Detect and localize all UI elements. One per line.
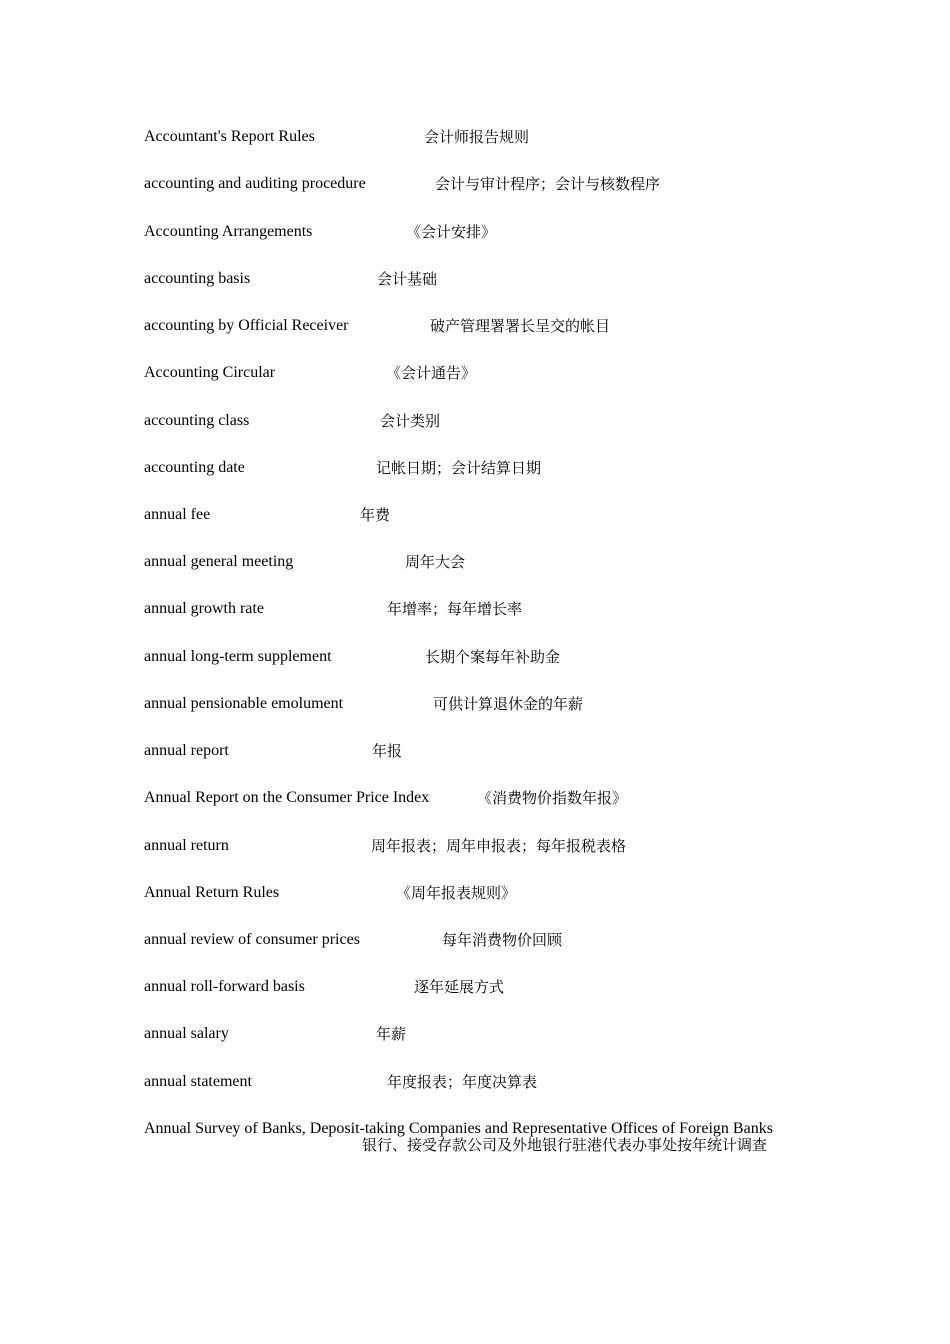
entry-english-term: annual pensionable emolument	[144, 695, 344, 712]
entry-english-term: accounting date	[144, 459, 245, 476]
glossary-entry	[144, 739, 824, 763]
glossary-entry	[144, 597, 824, 621]
entry-english-term: annual return	[144, 837, 229, 854]
entry-english-term: Annual Report on the Consumer Price Index	[144, 789, 430, 806]
entry-english-term: annual long-term supplement	[144, 648, 332, 665]
entry-chinese-term: 可供计算退休金的年薪	[433, 695, 584, 713]
glossary-entry	[144, 550, 824, 574]
entry-chinese-term: 会计类别	[380, 412, 441, 430]
entry-chinese-term: 周年大会	[405, 553, 466, 571]
entry-chinese-term: 会计基础	[377, 270, 438, 288]
entry-chinese-term: 周年报表；周年申报表；每年报税表格	[371, 837, 627, 855]
entry-chinese-term: 每年消费物价回顾	[442, 931, 563, 949]
entry-chinese-term: 年度报表；年度决算表	[387, 1073, 538, 1091]
entry-chinese-term: 年增率；每年增长率	[387, 600, 523, 618]
glossary-entry	[144, 172, 824, 196]
glossary-entry	[144, 267, 824, 291]
glossary-entry	[144, 692, 824, 716]
entry-english-term: Accounting Arrangements	[144, 223, 313, 240]
entry-english-term: annual growth rate	[144, 600, 264, 617]
entry-english-term: Annual Return Rules	[144, 884, 280, 901]
glossary-entry	[144, 1022, 824, 1046]
glossary-entry	[144, 220, 824, 244]
glossary-entry	[144, 645, 824, 669]
entry-chinese-term: 逐年延展方式	[414, 978, 505, 996]
glossary-entry	[144, 881, 824, 905]
entry-chinese-term: 会计师报告规则	[424, 128, 530, 146]
entry-chinese-term: 《会计通告》	[386, 364, 477, 382]
entry-chinese-term: 《消费物价指数年报》	[477, 789, 628, 807]
glossary-entry	[144, 786, 824, 810]
entry-chinese-term: 记帐日期；会计结算日期	[376, 459, 542, 477]
glossary-entry	[144, 125, 824, 149]
entry-english-term: annual fee	[144, 506, 211, 523]
entry-english-term: annual roll-forward basis	[144, 978, 305, 995]
entry-chinese-term: 长期个案每年补助金	[425, 648, 561, 666]
glossary-entry	[144, 928, 824, 952]
entry-chinese-term: 年费	[360, 506, 391, 524]
entry-english-term: Accounting Circular	[144, 364, 276, 381]
entry-english-term: accounting by Official Receiver	[144, 317, 349, 334]
entry-chinese-term: 破产管理署署长呈交的帐目	[430, 317, 611, 335]
entry-english-term: annual general meeting	[144, 553, 294, 570]
glossary-entry	[144, 834, 824, 858]
glossary-entry	[144, 456, 824, 480]
glossary-entry	[144, 314, 824, 338]
entry-english-term: accounting basis	[144, 270, 251, 287]
entry-english-term: Accountant's Report Rules	[144, 128, 315, 145]
glossary-entry	[144, 409, 824, 433]
glossary-entry	[144, 361, 824, 385]
entry-chinese-term: 年薪	[376, 1025, 407, 1043]
glossary-entry	[144, 1070, 824, 1094]
entry-english-term: annual salary	[144, 1025, 229, 1042]
entry-english-term: annual review of consumer prices	[144, 931, 360, 948]
glossary-entry	[144, 1117, 824, 1197]
entry-english-term: annual statement	[144, 1073, 252, 1090]
entry-chinese-term: 《会计安排》	[406, 223, 497, 241]
entry-english-term: annual report	[144, 742, 229, 759]
entry-chinese-term: 银行、接受存款公司及外地银行驻港代表办事处按年统计调查	[362, 1136, 768, 1154]
glossary-entry	[144, 503, 824, 527]
entry-english-term: accounting class	[144, 412, 250, 429]
entry-chinese-term: 《周年报表规则》	[396, 884, 517, 902]
glossary-entry	[144, 975, 824, 999]
entry-chinese-term: 会计与审计程序；会计与核数程序	[435, 175, 661, 193]
entry-english-term: accounting and auditing procedure	[144, 175, 366, 192]
entry-chinese-term: 年报	[372, 742, 403, 760]
entry-english-term: Annual Survey of Banks, Deposit-taking Companies and Representative Offices of Foreign Banks	[144, 1120, 773, 1137]
